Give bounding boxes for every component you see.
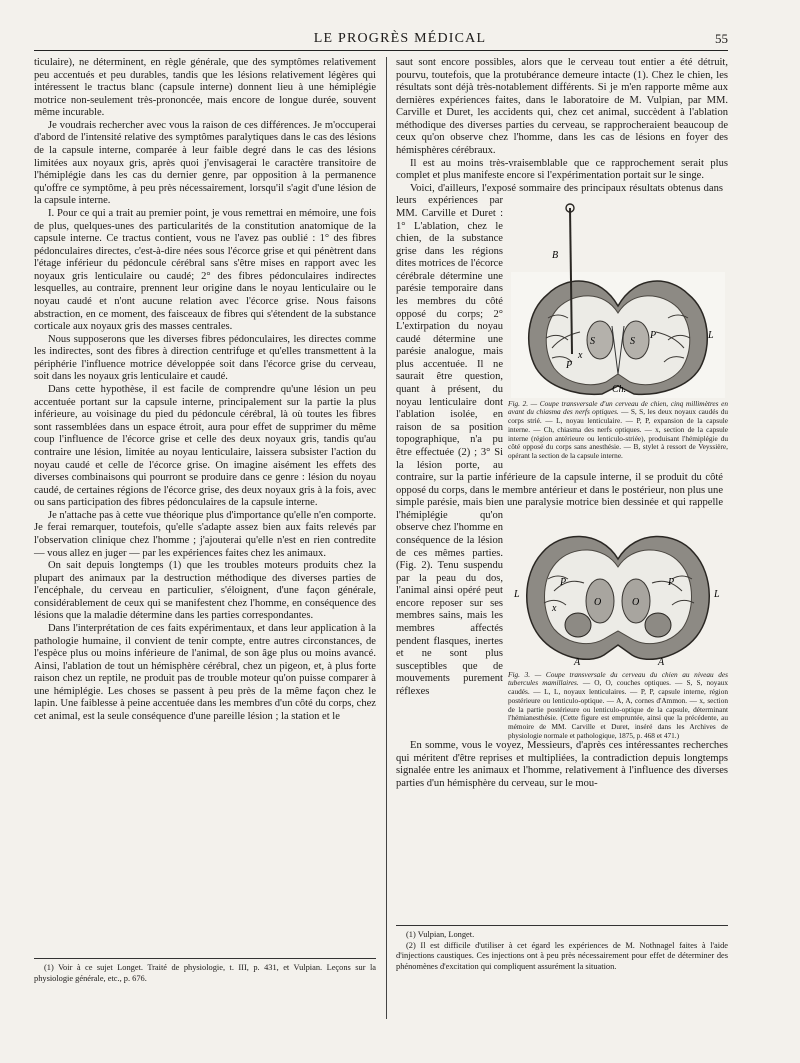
fig3-label-x: x (552, 602, 557, 614)
footnote: (1) Voir à ce sujet Longet. Traité de physiologie, t. III, p. 431, et Vulpian. Leçons sur la physiologie générale, etc., p. 676. (34, 963, 376, 983)
paragraph: Je n'attache pas à cette vue théorique plus d'importance qu'elle n'en comporte. Je ferai remarquer, toutefois, qu'elle s'adapte assez bien aux faits relevés par l'observation clinique chez l'homme ; j'ajouterai qu'elle n'est en rien contredite — vous allez en juger — par les expériences faites chez les animaux. (34, 509, 376, 559)
paragraph: Nous supposerons que les diverses fibres pédonculaires, les directes comme les indirectes, sont des fibres à direction centrifuge et qu'elles transmettent à la périphérie l'influence motrice développée soit dans l'écorce grise du cerveau, soit dans les noyaux gris lenticulaire et caudé. (34, 333, 376, 383)
paragraph: I. Pour ce qui a trait au premier point, je vous remettrai en mémoire, une fois de plus, quelques-unes des particularités de la constitution anatomique de la capsule interne. Ce tractus contient, vous ne l'avez pas oublié : 1° des fibres pédonculaires directes, c'est-à-dire nées sous l'écorce grise et qui pénètrent dans l'étage inférieur du pédoncule cérébral sans s'être mises en rapport avec les noyaux gris lenticulaire ou caudé; 2° des fibres pédonculaires indirectes lesquelles, au contraire, prennent leur origine dans le noyau lenticulaire ou le noyau caudé et n'ont aucune relation avec l'écorce grise. Nous faisons abstraction, en ce moment, des faisceaux de fibres qui s'étendent de la substance corticale aux noyaux gris des masses centrales. (34, 207, 376, 333)
paragraph: Voici, d'ailleurs, l'exposé sommaire des principaux résultats obtenus dans leurs expériences par MM. Carville et Duret : 1° L'ablation, chez le chien, de la substance grise dans les régions dites motrices de l'écorce cérébrale détermine une parésie temporaire dans les membres du côté opposé du corps; 2° L'extirpation du noyau caudé détermine une parésie analogue, mais plus accentuée. Il ne saurait être question, quant à présent, du noyau lenticulaire dont l'ablation isolée, en raison de sa position topographique, n'a pu être effectuée (2) ; 3° Si la lésion porte, au contraire, sur la partie inférieure de la capsule interne, il se produit du côté opposé du corps, dans le membre antérieur et dans le postérieur, non plus une simple parésie, mais bien une paralysie motrice bien dessinée et qui rappelle l'hémiplégie qu'on observe chez l'homme en conséquence de la lésion de ces mêmes parties. (Fig. 2). Tenu suspendu par la peau du dos, l'animal ainsi opéré peut encore reposer sur ses membres sains, mais les membres affectés pendent flasques, inertes et ne sont plus susceptibles que de mouvements purement réflexes (396, 182, 723, 697)
fig3-label-L: L (714, 588, 720, 600)
fig2-label-P: P (566, 359, 573, 371)
fig2-label-Ch: Ch. (612, 383, 627, 395)
fig3-brain-section (508, 519, 728, 669)
right-footnotes (396, 930, 728, 972)
paragraph: ticulaire), ne déterminent, en règle générale, que des symptômes relativement peu accentués et peu durables, tandis que les lésions relativement légères qui intéressent le tractus blanc (capsule interne) donnent lieu à une hémiplégie motrice non-seulement très-prononcée, mais encore de longue durée, souvent même incurable. (34, 57, 376, 119)
page-header (0, 31, 800, 51)
footnote: (1) Vulpian, Longet. (406, 930, 475, 939)
fig3-caption-title: Fig. 3. — Coupe transversale du cerveau du chien au niveau des tubercules mamillaires. (508, 669, 728, 688)
fig2-brain-section (508, 198, 728, 398)
figure-2 (508, 198, 728, 461)
fig2-caption (508, 400, 728, 461)
paragraph: En somme, vous le voyez, Messieurs, d'après ces intéressantes recherches qui méritent d'être reprises et multipliées, la contradiction depuis longtemps signalée entre les animaux et l'homme, relativement à l'influence des diverses parties d'un hémisphère du cerveau, sur le mou- (396, 740, 728, 790)
paragraph: Dans l'interprétation de ces faits expérimentaux, et dans leur application à la pathologie humaine, il convient de tenir compte, entre autres circonstances, de l'espèce plus ou moins inférieure de l'animal, de son âge plus ou moins avancé. Ainsi, l'ablation de tout un hémisphère cérébral, chez un pigeon, et, à plus forte raison chez un reptile, ne produit pas de trouble moteur qu'on puisse comparer à une hémiplégie. Les choses se passent à peu près de la même façon chez le lapin. Une faiblesse à peine accentuée dans les membres d'un côté du corps, chez cet animal, est la seule conséquence d'une pareille lésion ; la station et le (34, 623, 376, 723)
journal-title: LE PROGRÈS MÉDICAL (313, 31, 487, 46)
fig2-label-P: P (650, 329, 657, 341)
column-divider (386, 57, 387, 1019)
figure-3 (508, 519, 728, 741)
fig2-label-L: L (708, 329, 714, 341)
fig3-label-A: A (574, 656, 581, 668)
footnote-rule (396, 925, 728, 926)
fig3-label-L: L (514, 588, 520, 600)
paragraph: On sait depuis longtemps (1) que les troubles moteurs produits chez la plupart des animaux par la destruction méthodique des diverses parties de l'encéphale, du cerveau en particulier, s'éloignent, d'une façon générale, considérablement de ceux qui se manifestent chez l'homme, en conséquence des lésions que la maladie détermine dans les parties correspondantes. (34, 560, 376, 622)
left-column (34, 57, 376, 724)
paragraph: Il est au moins très-vraisemblable que ce rapprochement serait plus complet et plus manifeste encore si l'expérimentation portait sur le singe. (396, 157, 728, 182)
page-number: 55 (715, 31, 728, 46)
fig3-label-A: A (658, 656, 665, 668)
fig2-caption-body: — S, S, les deux noyaux caudés du corps strié. — L, noyau lenticulaire. — P, P, expansion de la capsule interne. — Ch, chiasma des nerfs optiques. — x, section de la capsule interne (région antérieure ou lenticulo-striée), produisant l'hémiplégie du côté opposé du corps sans anesthésie. — B, stylet à ressort de Veyssière, opérant la section de la capsule interne. (508, 407, 729, 460)
fig3-label-O: O (632, 596, 640, 608)
header-rule (34, 50, 728, 51)
paragraph: Dans cette hypothèse, il est facile de comprendre qu'une lésion un peu accentuée portant sur la capsule interne, principalement sur la partie la plus inférieure, au voisinage du pied du pédoncule cérébral, là où toutes les fibres sont rassemblées dans un espace étroit, aura pour effet de supprimer du même coup l'influence de l'écorce grise et celle des deux noyaux gris, tandis qu'au contraire une lésion, limitée au noyau lenticulaire, laissera subsister l'action du noyau caudé et celle de l'écorce grise. On imagine aisément les effets des diverses combinaisons qui pourront se produire dans ce genre : lésion du noyau caudé, de certaines régions de l'écorce grise, des deux noyaux gris à la fois, avec ou sans participation des fibres pédonculaires de la capsule interne. (34, 384, 376, 509)
fig2-label-x: x (578, 349, 583, 361)
paragraph: saut sont encore possibles, alors que le cerveau tout entier a été détruit, pourvu, toutefois, que la protubérance demeure intacte (1). Chez le chien, les résultats sont déjà très-notablement différents. Si je m'en rapporte même aux dernières expériences faites, dans le laboratoire de M. Vulpian, par MM. Carville et Duret, les accidents qui, chez cet animal, succèdent à l'ablation méthodique des diverses parties du cerveau, se rapprocheraient beaucoup de ceux qu'on observe chez l'homme, dans les cas de lésions en foyer des hémisphères cérébraux. (396, 57, 728, 157)
footnote-rule (34, 958, 376, 959)
fig2-label-S: S (590, 335, 595, 347)
fig3-label-P: P (560, 576, 567, 588)
fig3-label-P: P (668, 576, 675, 588)
fig2-label-S: S (630, 335, 635, 347)
fig2-caption-title: Fig. 2. — Coupe transversale d'un cerveau de chien, cinq millimètres en avant du chiasma des nerfs optiques. (508, 398, 728, 417)
paragraph: Je voudrais rechercher avec vous la raison de ces différences. Je m'occuperai d'abord de l'intensité relative des symptômes paralytiques dans le cas des lésions de la capsule interne, comparée à leur faible degré dans le cas des lésions limitées aux noyaux gris, après quoi j'envisagerai le caractère transitoire de l'hémiplégie dans les cas du dernier genre, par opposition à la permanence qu'offre ce symptôme, à peu près nécessairement, lorsqu'il s'agit d'une lésion de la capsule interne. (34, 119, 376, 207)
right-column (396, 57, 728, 791)
footnote: (2) Il est difficile d'utiliser à cet égard les expériences de M. Nothnagel faites à l'aide d'injections caustiques. Ces injections ont à peu près nécessairement pour effet de déterminer des phénomènes d'excitation qui compliquent assurément la situation. (396, 940, 728, 971)
fig3-caption (508, 671, 728, 741)
fig3-caption-body: — O, O, couches optiques. — S, S, noyaux caudés. — L, L, noyaux lenticulaires. — P, P, capsule interne, région postérieure ou lenticulo-optique. — A, A, cornes d'Ammon. — x, section de la partie postérieure ou lenticulo-optique de la capsule, déterminant l'hémianesthésie. (Cette figure est empruntée, ainsi que la précédente, au mémoire de MM. Carville et Duret, inséré dans les Archives de physiologie normale et pathologique, 1875, p. 468 et 471.) (508, 678, 728, 740)
fig3-label-O: O (594, 596, 602, 608)
left-footnotes (34, 963, 376, 984)
fig2-label-B: B (552, 249, 559, 261)
